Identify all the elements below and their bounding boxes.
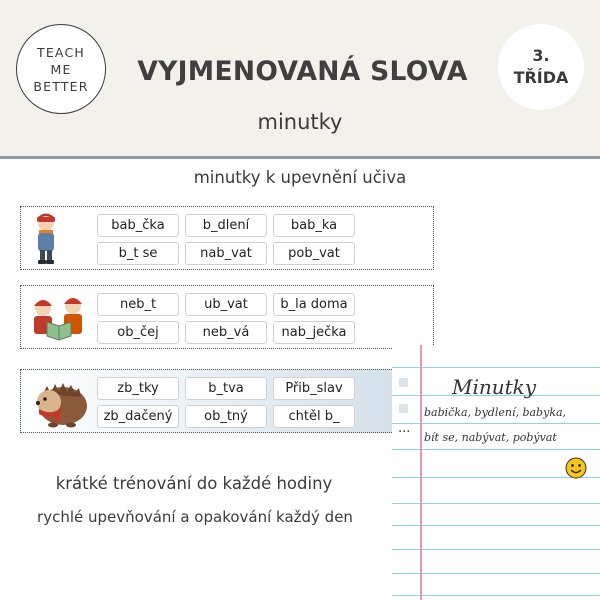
notebook-dots: ...: [398, 421, 411, 436]
word-box: pob_vat: [273, 242, 355, 265]
word-box: neb_t: [97, 293, 179, 316]
logo-line-3: BETTER: [33, 78, 89, 94]
word-box: bab_ka: [273, 214, 355, 237]
grade-label: TŘÍDA: [513, 68, 569, 87]
word-box: ob_čej: [97, 321, 179, 344]
word-box: b_dlení: [185, 214, 267, 237]
grade-badge: [498, 24, 584, 110]
exercise-card-2: [20, 285, 434, 349]
notebook-line: [392, 503, 600, 504]
notebook-title: Minutky: [452, 375, 537, 399]
notebook-margin-line: [420, 345, 422, 600]
word-box: b_t se: [97, 242, 179, 265]
exercise-card-1: [20, 206, 434, 270]
word-box: chtěl b_: [273, 405, 355, 428]
two-children-reading-book-icon: [25, 288, 95, 346]
child-in-winter-coat-icon: [25, 209, 95, 267]
hedgehog-with-scarf-icon: [25, 372, 95, 430]
notebook-page: [392, 345, 600, 600]
word-box: ob_tný: [185, 405, 267, 428]
checkbox-icon: [399, 378, 408, 387]
notebook-line: [392, 573, 600, 574]
word-box: zb_tky: [97, 377, 179, 400]
word-box: neb_vá: [185, 321, 267, 344]
notebook-line: [392, 449, 600, 450]
word-box: nab_ječka: [273, 321, 355, 344]
word-box: b_tva: [185, 377, 267, 400]
notebook-line: [392, 595, 600, 596]
logo-line-2: ME: [50, 61, 72, 77]
bottom-text-2: rychlé upevňování a opakování každý den: [37, 508, 353, 526]
grade-number: 3.: [532, 46, 550, 65]
header-divider: [0, 156, 600, 159]
tagline: minutky k upevnění učiva: [193, 168, 407, 187]
word-box: zb_dačený: [97, 405, 179, 428]
notebook-line: [392, 367, 600, 368]
notebook-line-2: bít se, nabývat, pobývat: [424, 431, 557, 444]
checkbox-icon: [399, 404, 408, 413]
teach-me-better-logo: [16, 24, 106, 114]
word-box: b_la doma: [273, 293, 355, 316]
word-box: nab_vat: [185, 242, 267, 265]
notebook-line-1: babička, bydlení, babyka,: [424, 406, 567, 419]
page-title: VYJMENOVANÁ SLOVA: [137, 56, 468, 87]
exercise-card-3: [20, 369, 434, 433]
notebook-line: [392, 423, 600, 424]
notebook-line: [392, 549, 600, 550]
word-box: Přib_slav: [273, 377, 355, 400]
smiley-face-icon: [565, 457, 587, 479]
logo-line-1: TEACH: [37, 44, 85, 60]
notebook-line: [392, 525, 600, 526]
page-subtitle: minutky: [257, 110, 343, 134]
bottom-text-1: krátké trénování do každé hodiny: [55, 474, 333, 493]
word-box: bab_čka: [97, 214, 179, 237]
word-box: ub_vat: [185, 293, 267, 316]
